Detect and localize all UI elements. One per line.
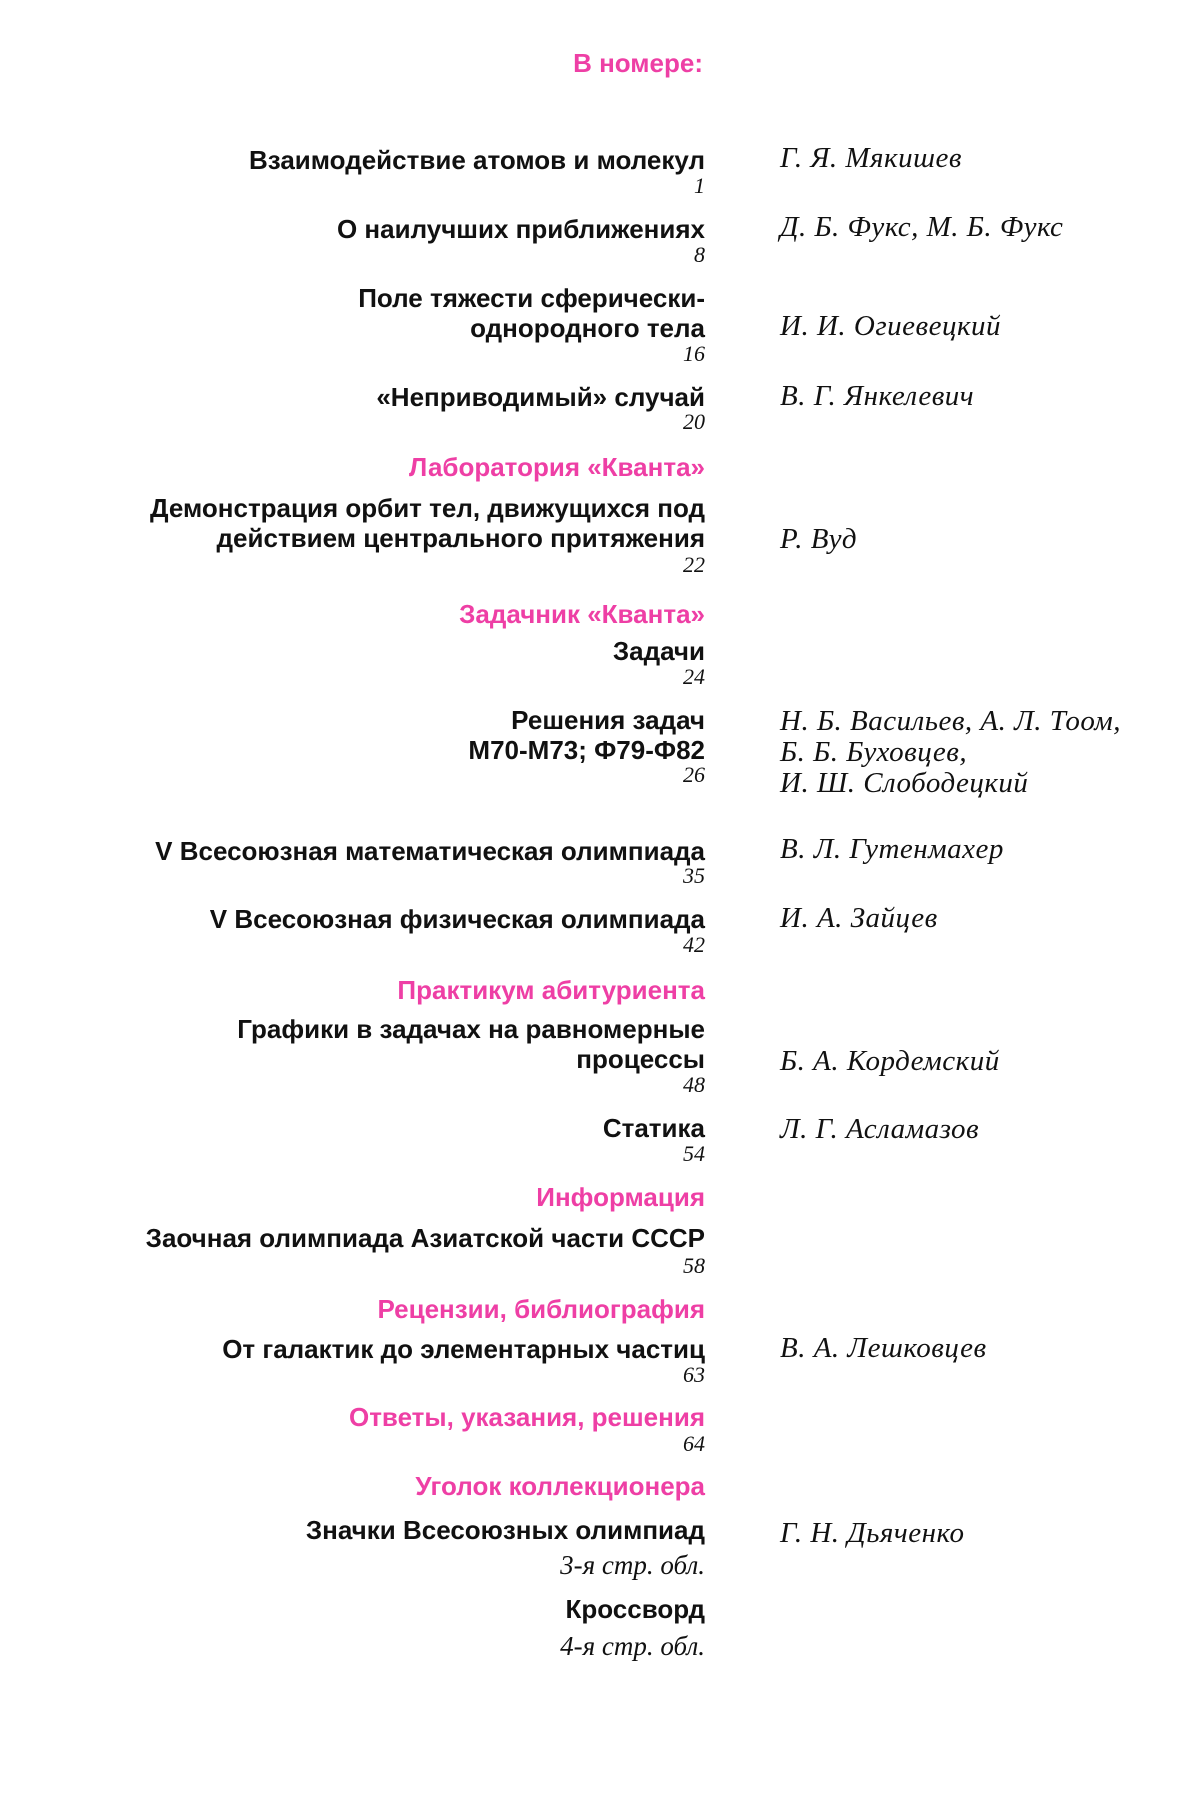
article-title: V Всесоюзная физическая олимпиада: [209, 904, 705, 934]
title-line: действием центрального притяжения: [216, 523, 705, 553]
section-heading: Информация: [536, 1182, 705, 1212]
title-line: Демонстрация орбит тел, движущихся под: [150, 493, 705, 523]
page-number: 24: [683, 664, 705, 689]
section-heading: Рецензии, библиография: [377, 1294, 705, 1324]
article-title: «Неприводимый» случай: [376, 382, 705, 412]
page-title: В номере:: [573, 48, 703, 78]
article-author: Г. Н. Дьяченко: [780, 1517, 965, 1549]
article-author: Д. Б. Фукс, М. Б. Фукс: [780, 211, 1064, 243]
title-line: М70-М73; Ф79-Ф82: [468, 735, 705, 765]
article-author: Р. Вуд: [780, 523, 858, 555]
page-number: 1: [694, 173, 705, 198]
title-line: однородного тела: [470, 313, 705, 343]
page-number: 3-я стр. обл.: [560, 1550, 705, 1580]
author-line: Н. Б. Васильев, А. Л. Тоом,: [780, 705, 1122, 737]
article-author: Г. Я. Мякишев: [780, 142, 962, 174]
article-title: V Всесоюзная математическая олимпиада: [155, 836, 705, 866]
article-title: Статика: [602, 1113, 705, 1143]
article-author: [780, 706, 1121, 799]
title-line: Поле тяжести сферически-: [358, 283, 705, 313]
article-author: Б. А. Кордемский: [780, 1045, 1000, 1077]
section-heading: Уголок коллекционера: [415, 1471, 705, 1501]
title-line: Графики в задачах на равномерные: [237, 1014, 705, 1044]
article-title: Задачи: [612, 636, 705, 666]
article-title: [237, 1014, 705, 1074]
page-number: 48: [683, 1072, 705, 1097]
article-title: Кроссворд: [565, 1594, 705, 1624]
article-author: В. Л. Гутенмахер: [780, 833, 1004, 865]
article-author: И. А. Зайцев: [780, 902, 938, 934]
article-author: И. И. Огиевецкий: [780, 310, 1002, 342]
article-title: [358, 283, 705, 343]
article-author: В. А. Лешковцев: [780, 1332, 987, 1364]
page-number: 8: [694, 242, 705, 267]
page-number: 64: [683, 1431, 705, 1456]
article-author: В. Г. Янкелевич: [780, 380, 975, 412]
article-title: От галактик до элементарных частиц: [222, 1334, 705, 1364]
page-number: 42: [683, 932, 705, 957]
page-number: 63: [683, 1362, 705, 1387]
section-heading: Практикум абитуриента: [397, 975, 705, 1005]
article-title: [468, 705, 705, 765]
author-line: Б. Б. Буховцев,: [780, 736, 968, 768]
page-number: 16: [683, 341, 705, 366]
section-heading: Ответы, указания, решения: [348, 1402, 705, 1432]
title-line: Решения задач: [511, 705, 705, 735]
article-title: О наилучших приближениях: [336, 214, 705, 244]
article-author: Л. Г. Асламазов: [780, 1113, 980, 1145]
article-title: [150, 493, 705, 553]
article-title: Заочная олимпиада Азиатской части СССР: [145, 1223, 705, 1253]
page-number: 26: [683, 762, 705, 787]
page-number: 54: [683, 1141, 705, 1166]
author-line: И. Ш. Слободецкий: [780, 767, 1029, 799]
page-number: 22: [683, 552, 705, 577]
page-number: 20: [683, 409, 705, 434]
section-heading: Задачник «Кванта»: [459, 599, 705, 629]
page-number: 4-я стр. обл.: [560, 1631, 705, 1661]
article-title: Значки Всесоюзных олимпиад: [305, 1515, 705, 1545]
page-number: 35: [683, 863, 705, 888]
section-heading: Лаборатория «Кванта»: [409, 452, 705, 482]
page-number: 58: [683, 1253, 705, 1278]
title-line: процессы: [576, 1044, 705, 1074]
article-title: Взаимодействие атомов и молекул: [248, 145, 705, 175]
